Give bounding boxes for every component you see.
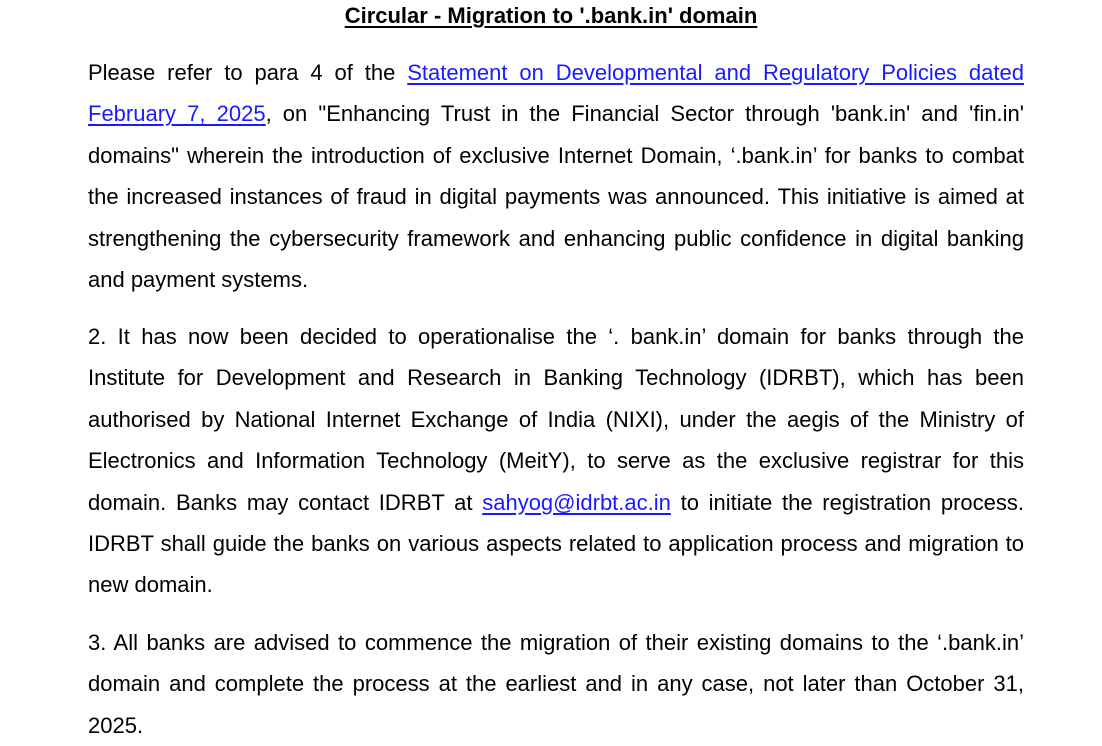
idrbt-email-link[interactable]: sahyog@idrbt.ac.in [482, 489, 671, 515]
paragraph-3: 3. All banks are advised to commence the migration of their existing domains to the ‘.bank.in’ domain and complete the process at the earliest and in any case, not later than October 31, 2025. [88, 630, 1024, 738]
statement-policies-link[interactable]: Statement on Developmental and Regulatory Policies dated February 7, 2025 [88, 60, 1024, 127]
paragraph-2-text-start: 2. It has now been decided to operationalise the ‘. bank.in’ domain for banks through the Institute for Development and Research in Banking Technology (IDRBT), which has been authorised by National Internet Exchange of India (NIXI), under the aegis of the Ministry of Electronics and Information Technology (MeitY), to serve as the exclusive registrar for this domain. Banks may contact IDRBT at [88, 324, 1024, 515]
paragraph-1 [88, 52, 1024, 300]
paragraph-1-text-start: Please refer to para 4 of the [88, 60, 408, 85]
paragraph-2-text-end: to initiate the registration process. IDRBT shall guide the banks on various aspects related to application process and migration to new domain. [88, 489, 1025, 598]
paragraph-2 [88, 316, 1024, 606]
circular-title: Circular - Migration to '.bank.in' domain [344, 3, 758, 28]
paragraph-1-text-end: , on "Enhancing Trust in the Financial Sector through 'bank.in' and 'fin.in' domains" wherein the introduction of exclusive Internet Domain, ‘.bank.in’ for banks to combat the increased instances of fraud in digital payments was announced. This initiative is aimed at strengthening the cybersecurity framework and enhancing public confidence in digital banking and payment systems. [88, 101, 1024, 293]
